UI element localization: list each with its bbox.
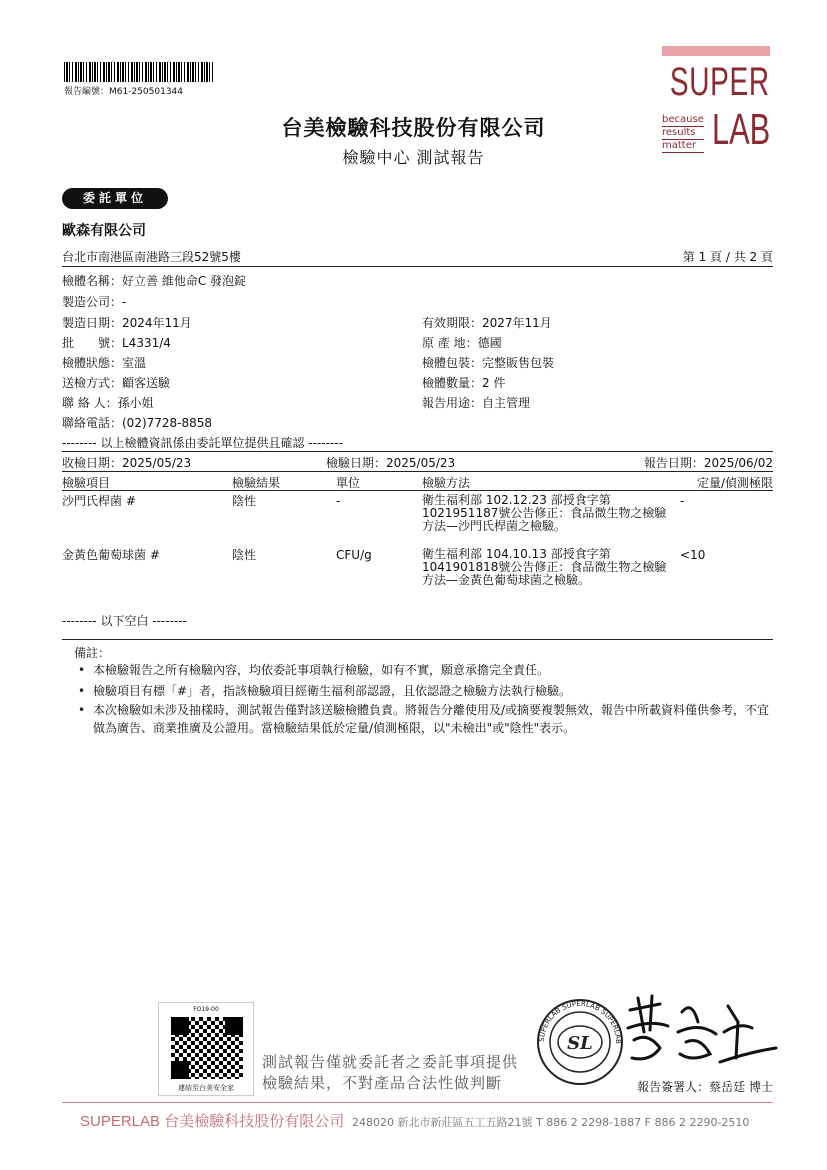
seal-text: SL <box>567 1033 593 1054</box>
barcode <box>64 62 214 82</box>
notes-title: 備註： <box>74 646 111 660</box>
expiry-date: 有效期限：2027年11月 <box>422 316 552 330</box>
qr-code-box[interactable] <box>158 1002 254 1096</box>
report-date: 報告日期：2025/06/02 <box>643 456 773 470</box>
footer-divider <box>62 1102 773 1103</box>
seal-ring-text: SUPERLAB SUPERLAB SUPERLAB <box>537 999 623 1044</box>
logo-tag-3: matter <box>662 140 704 153</box>
disclaimer <box>262 1052 518 1094</box>
company-title: 台美檢驗科技股份有限公司 <box>281 116 546 140</box>
report-subtitle: 檢驗中心 測試報告 <box>342 148 485 167</box>
origin: 原 產 地：德國 <box>422 336 502 350</box>
logo-tag-2: results <box>662 127 704 140</box>
logo-tag-1: because <box>662 114 704 125</box>
table-row-item: 沙門氏桿菌 # <box>62 494 136 508</box>
note-text: 本檢驗報告之所有檢驗內容，均依委託事項執行檢驗，如有不實，願意承擔完全責任。 <box>93 663 550 677</box>
divider <box>62 471 773 472</box>
note-text: 本次檢驗如未涉及抽樣時，測試報告僅對該送驗檢體負責。將報告分離使用及/或摘要複製無效，報告中所載資料僅供參考，不宜做為廣告、商業推廣及公證用。當檢驗結果低於定量/偵測極限，以"未檢出"或"陰性"表示。 <box>93 703 770 735</box>
sample-state: 檢體狀態：室溫 <box>62 356 147 370</box>
disclaimer-line: 測試報告僅就委託者之委託事項提供 <box>262 1053 519 1071</box>
col-method: 檢驗方法 <box>422 476 471 490</box>
disclaimer-line: 檢驗結果，不對產品合法性做判斷 <box>262 1074 503 1092</box>
logo-bar <box>662 46 770 56</box>
table-row-unit: CFU/g <box>336 548 372 562</box>
col-result: 檢驗結果 <box>232 476 281 490</box>
logo-lab: LAB <box>711 105 770 154</box>
received-date: 收檢日期：2025/05/23 <box>62 456 192 470</box>
logo-super: SUPER <box>670 60 770 104</box>
qr-code-id: FO19-00 <box>193 1006 219 1013</box>
footer-address: 248020 新北市新莊區五工五路21號 T 886 2 2298-1887 F 886 2 2290-2510 <box>352 1116 750 1129</box>
bullet-icon: • <box>78 663 86 677</box>
note-item <box>78 661 778 679</box>
divider <box>62 490 773 491</box>
report-purpose: 報告用途：自主管理 <box>422 396 531 410</box>
client-section-label: 委託單位 <box>62 188 168 209</box>
table-row-result: 陰性 <box>232 548 257 562</box>
col-item: 檢驗項目 <box>62 476 111 490</box>
table-row-limit: <10 <box>680 548 706 562</box>
table-row-limit: - <box>680 494 685 508</box>
method-line: 方法—金黃色葡萄球菌之檢驗。 <box>422 573 591 587</box>
method-line: 衛生福利部 104.10.13 部授食字第 <box>422 547 611 561</box>
col-limit: 定量/偵測極限 <box>696 476 773 490</box>
table-row-unit: - <box>336 494 341 508</box>
blank-below-note: -------- 以下空白 -------- <box>62 614 187 628</box>
test-date: 檢驗日期：2025/05/23 <box>326 456 456 470</box>
seal-stamp-icon <box>536 998 624 1086</box>
sample-maker: 製造公司：- <box>62 295 127 309</box>
bullet-icon: • <box>78 703 86 717</box>
method-line: 1041901818號公告修正：食品微生物之檢驗 <box>422 560 667 574</box>
divider <box>62 639 773 640</box>
batch-no: 批 號：L4331/4 <box>62 336 171 350</box>
divider <box>62 451 773 452</box>
note-item <box>78 701 778 737</box>
client-address: 台北市南港區南港路三段52號5樓 <box>62 250 241 264</box>
table-row-method <box>422 548 672 587</box>
sample-quantity: 檢體數量：2 件 <box>422 376 506 390</box>
contact-person: 聯 絡 人：孫小姐 <box>62 396 154 410</box>
delivery-method: 送檢方式：顧客送驗 <box>62 376 171 390</box>
table-row-item: 金黃色葡萄球菌 # <box>62 548 160 562</box>
sample-package: 檢體包裝：完整販售包裝 <box>422 356 555 370</box>
footer-brand: SUPERLAB 台美檢驗科技股份有限公司 <box>80 1113 345 1130</box>
client-name: 歐森有限公司 <box>62 223 146 239</box>
contact-phone: 聯絡電話：(02)7728-8858 <box>62 416 213 430</box>
method-line: 1021951187號公告修正：食品微生物之檢驗 <box>422 506 667 520</box>
page-number: 第 1 頁 / 共 2 頁 <box>682 250 773 264</box>
qr-label: 連結至台美安全家 <box>178 1084 234 1092</box>
method-line: 方法—沙門氏桿菌之檢驗。 <box>422 519 567 533</box>
divider <box>62 266 773 267</box>
sample-name: 檢體名稱：好立善 維他命C 發泡錠 <box>62 274 247 288</box>
note-item <box>78 682 778 700</box>
report-number: 報告編號：M61-250501344 <box>64 87 183 97</box>
signer: 報告簽署人：蔡岳廷 博士 <box>637 1080 773 1094</box>
table-row-method <box>422 494 672 533</box>
mfg-date: 製造日期：2024年11月 <box>62 316 192 330</box>
note-text: 檢驗項目有標「#」者，指該檢驗項目經衛生福利部認證，且依認證之檢驗方法執行檢驗。 <box>93 684 572 698</box>
method-line: 衛生福利部 102.12.23 部授食字第 <box>422 493 611 507</box>
signature-icon <box>620 992 780 1072</box>
table-row-result: 陰性 <box>232 494 257 508</box>
qr-code-icon <box>171 1017 243 1079</box>
col-unit: 單位 <box>336 476 361 490</box>
confirm-note: -------- 以上檢體資訊係由委託單位提供且確認 -------- <box>62 436 343 450</box>
bullet-icon: • <box>78 684 86 698</box>
